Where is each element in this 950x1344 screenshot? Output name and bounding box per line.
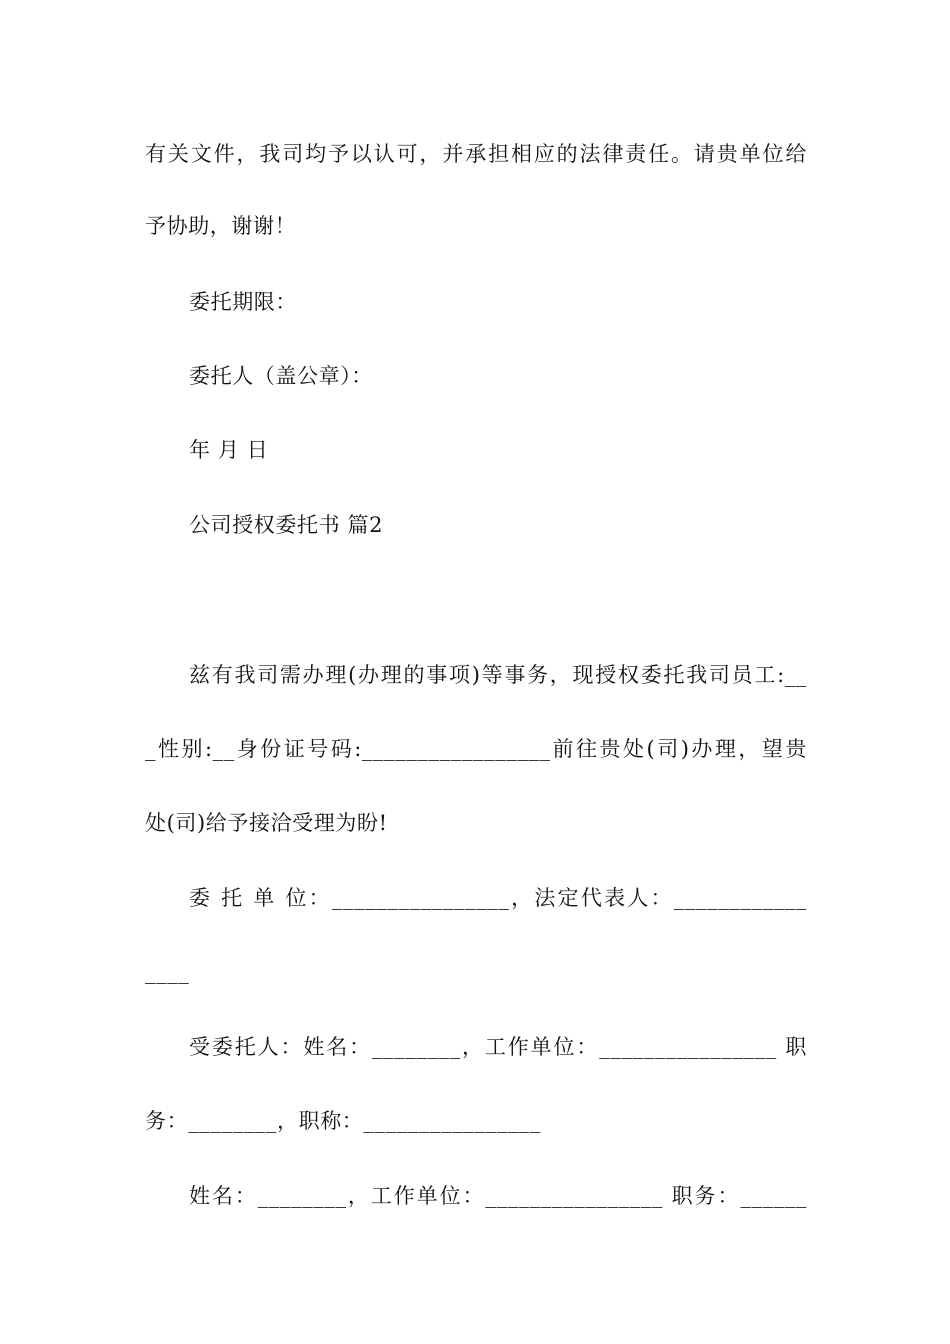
date-label: 年 月 日 [189, 438, 269, 462]
entrusting-unit-line: 委 托 单 位：________________，法定代表人：____________ [189, 886, 807, 910]
paragraph-line: 予协助，谢谢！ [145, 214, 297, 238]
trustee-second-line: 姓名：________，工作单位：________________ 职务：______ [189, 1184, 807, 1208]
paragraph-line: 兹有我司需办理(办理的事项)等事务，现授权委托我司员工:__ [189, 663, 807, 687]
trustee-title-line: 务：________，职称：________________ [145, 1109, 541, 1133]
principal-seal-label: 委托人（盖公章）： [189, 364, 373, 388]
entrust-period-label: 委托期限： [189, 290, 297, 314]
section-heading: 公司授权委托书 篇2 [189, 513, 384, 537]
paragraph-line: _性别:__身份证号码:_________________前往贵处(司)办理，望贵 [145, 737, 807, 761]
paragraph-line: 有关文件，我司均予以认可，并承担相应的法律责任。请贵单位给 [145, 142, 807, 166]
blank-continuation: ____ [145, 960, 190, 984]
trustee-line: 受委托人：姓名：________，工作单位：________________ 职 [189, 1035, 807, 1059]
paragraph-line: 处(司)给予接洽受理为盼! [145, 811, 388, 835]
